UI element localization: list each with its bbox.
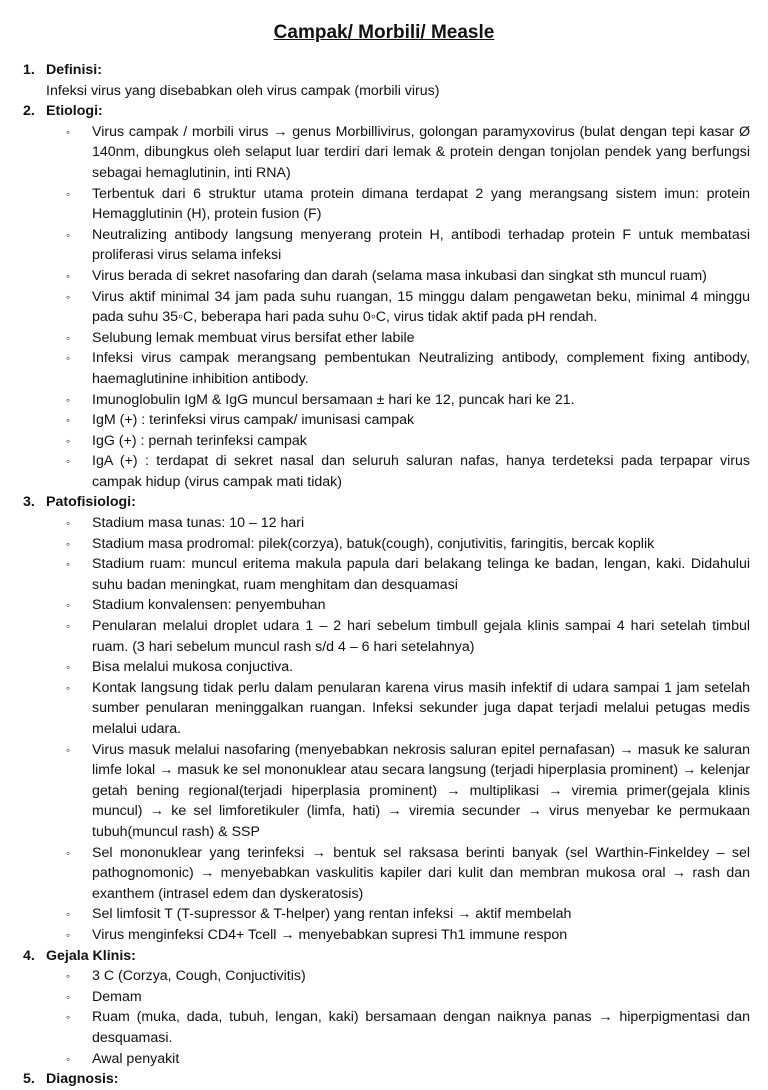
bullet-icon: ◦ <box>66 186 71 201</box>
list-item <box>0 925 768 946</box>
bullet-icon: ◦ <box>66 598 71 613</box>
list-item <box>0 657 768 678</box>
list-item-text: Selubung lemak membuat virus bersifat ether labile <box>92 329 415 346</box>
list-item <box>0 328 768 349</box>
list-item <box>0 431 768 452</box>
section-number: 4. <box>23 947 35 964</box>
bullet-icon: ◦ <box>66 907 71 922</box>
list-item <box>0 678 768 740</box>
bullet-icon: ◦ <box>66 989 71 1004</box>
section-heading: Patofisiologi: <box>46 494 136 511</box>
bullet-icon: ◦ <box>66 1051 71 1066</box>
list-item-text: Virus berada di sekret nasofaring dan darah (selama masa inkubasi dan singkat sth muncul ruam) <box>92 267 707 284</box>
bullet-icon: ◦ <box>66 536 71 551</box>
list-item <box>0 122 768 184</box>
section-number: 1. <box>23 62 35 78</box>
document-body <box>0 60 768 1090</box>
list-item <box>0 554 768 595</box>
list-item <box>0 966 768 987</box>
list-item <box>0 616 768 657</box>
bullet-icon: ◦ <box>66 516 71 531</box>
list-item <box>0 348 768 389</box>
bullet-icon: ◦ <box>66 742 71 757</box>
bullet-icon: ◦ <box>66 351 71 366</box>
list-item-text: Terbentuk dari 6 struktur utama protein dimana terdapat 2 yang merangsang sistem imun: protein Hemagglutinin (H), protein fusion (F) <box>92 185 750 223</box>
list-item-text: IgA (+) : terdapat di sekret nasal dan seluruh saluran nafas, hanya terdeteksi pada terpapar virus campak hidup (virus campak mati tidak) <box>92 453 750 490</box>
list-item <box>0 451 768 492</box>
bullet-icon: ◦ <box>66 845 71 860</box>
section-1 <box>0 60 768 101</box>
list-item <box>0 904 768 925</box>
list-item <box>0 1049 768 1070</box>
list-item <box>0 843 768 905</box>
list-item <box>0 513 768 534</box>
section-number: 3. <box>23 494 35 511</box>
bullet-icon: ◦ <box>66 660 71 675</box>
bullet-icon: ◦ <box>66 433 71 448</box>
list-item-text: Sel limfosit T (T-supressor & T-helper) yang rentan infeksi → aktif membelah <box>92 906 572 923</box>
section-number: 5. <box>23 1071 35 1088</box>
list-item-text: Stadium masa tunas: 10 – 12 hari <box>92 515 305 532</box>
list-item-text: IgG (+) : pernah terinfeksi campak <box>92 432 307 449</box>
document-title: Campak/ Morbili/ Measle <box>273 22 495 43</box>
bullet-icon: ◦ <box>66 454 71 469</box>
bullet-icon: ◦ <box>66 680 71 695</box>
list-item <box>0 410 768 431</box>
bullet-icon: ◦ <box>66 124 71 139</box>
bullet-icon: ◦ <box>66 969 71 984</box>
bullet-list <box>0 122 768 493</box>
list-item-text: Imunoglobulin IgM & IgG muncul bersamaan ± hari ke 12, puncak hari ke 21. <box>92 391 575 408</box>
list-item <box>0 287 768 328</box>
list-item <box>0 1007 768 1048</box>
section-3 <box>0 492 768 945</box>
bullet-list <box>0 513 768 945</box>
list-item <box>0 595 768 616</box>
section-2 <box>0 101 768 492</box>
bullet-icon: ◦ <box>66 1010 71 1025</box>
bullet-icon: ◦ <box>66 619 71 634</box>
list-item-text: Virus masuk melalui nasofaring (menyebabkan nekrosis saluran epitel pernafasan) → masuk ke saluran limfe lokal → masuk ke sel mononuklear atau secara langsung (terjadi hiperplasia prominent) → kelenjar getah bening regional(terjadi hiperplasia prominent) → multiplikasi → viremia primer(gejala klinis muncul) → ke sel limforetikuler (limfa, hati) → viremia secunder → virus menyebar ke permukaan tubuh(muncul rash) & SSP <box>92 741 750 840</box>
bullet-icon: ◦ <box>66 392 71 407</box>
list-item-text: Stadium ruam: muncul eritema makula papula dari belakang telinga ke badan, lengan, kaki. Didahului suhu badan meningkat, ruam menghitam dan desquamasi <box>92 556 750 593</box>
section-text: Infeksi virus yang disebabkan oleh virus campak (morbili virus) <box>46 82 440 99</box>
list-item-text: Virus menginfeksi CD4+ Tcell → menyebabkan supresi Th1 immune respon <box>92 926 568 943</box>
section-4 <box>0 946 768 1070</box>
bullet-list <box>0 966 768 1069</box>
list-item-text: Bisa melalui mukosa conjuctiva. <box>92 659 294 676</box>
list-item <box>0 184 768 225</box>
list-item <box>0 266 768 287</box>
list-item <box>0 225 768 266</box>
section-heading: Definisi: <box>46 62 102 78</box>
section-heading: Gejala Klinis: <box>46 947 136 964</box>
list-item-text: Sel mononuklear yang terinfeksi → bentuk sel raksasa berinti banyak (sel Warthin-Finkeldey – sel pathognomonic) → menyebabkan vaskulitis kapiler dari kulit dan membran mukosa oral → rash dan exanthem (intrasel edem dan dyskeratosis) <box>92 844 750 902</box>
list-item <box>0 740 768 843</box>
list-item-text: Kontak langsung tidak perlu dalam penularan karena virus masih infektif di udara sampai 1 jam setelah sumber penularan meninggalkan ruangan. Infeksi sekunder juga dapat terjadi melalui petugas medis melalui udara. <box>92 679 750 737</box>
bullet-icon: ◦ <box>66 330 71 345</box>
list-item-text: Infeksi virus campak merangsang pembentukan Neutralizing antibody, complement fixing antibody, haemaglutinine inhibition antibody. <box>92 350 750 387</box>
bullet-icon: ◦ <box>66 268 71 283</box>
list-item-text: Virus campak / morbili virus → genus Morbillivirus, golongan paramyxovirus (bulat dengan tepi kasar Ø 140nm, dibungkus oleh selaput luar terdiri dari lemak & protein dengan tonjolan pendek yang berfungsi sebagai hemaglutinin, inti RNA) <box>92 123 750 181</box>
bullet-icon: ◦ <box>66 927 71 942</box>
list-item-text: Ruam (muka, dada, tubuh, lengan, kaki) bersamaan dengan naiknya panas → hiperpigmentasi dan desquamasi. <box>92 1009 750 1046</box>
section-heading: Diagnosis: <box>46 1071 119 1088</box>
list-item <box>0 390 768 411</box>
list-item-text: Penularan melalui droplet udara 1 – 2 hari sebelum timbull gejala klinis sampai 4 hari setelah timbul ruam. (3 hari sebelum muncul rash s/d 4 – 6 hari setelahnya) <box>92 618 750 655</box>
list-item-text: Stadium konvalensen: penyembuhan <box>92 597 326 614</box>
list-item-text: 3 C (Corzya, Cough, Conjuctivitis) <box>92 968 306 985</box>
list-item-text: Awal penyakit <box>92 1050 180 1067</box>
list-item <box>0 987 768 1008</box>
section-heading: Etiologi: <box>46 103 103 120</box>
section-number: 2. <box>23 103 35 120</box>
section-5 <box>0 1069 768 1090</box>
list-item-text: Virus aktif minimal 34 jam pada suhu ruangan, 15 minggu dalam pengawetan beku, minimal 4 minggu pada suhu 35◦C, beberapa hari pada suhu 0◦C, virus tidak aktif pada pH rendah. <box>92 288 750 326</box>
bullet-icon: ◦ <box>66 289 71 304</box>
list-item-text: Neutralizing antibody langsung menyerang protein H, antibodi terhadap protein F untuk membatasi proliferasi virus selama infeksi <box>92 226 750 264</box>
list-item-text: IgM (+) : terinfeksi virus campak/ imunisasi campak <box>92 412 415 429</box>
list-item-text: Demam <box>92 988 142 1005</box>
list-item <box>0 534 768 555</box>
list-item-text: Stadium masa prodromal: pilek(corzya), batuk(cough), conjutivitis, faringitis, bercak koplik <box>92 535 655 552</box>
bullet-icon: ◦ <box>66 557 71 572</box>
bullet-icon: ◦ <box>66 227 71 242</box>
bullet-icon: ◦ <box>66 413 71 428</box>
